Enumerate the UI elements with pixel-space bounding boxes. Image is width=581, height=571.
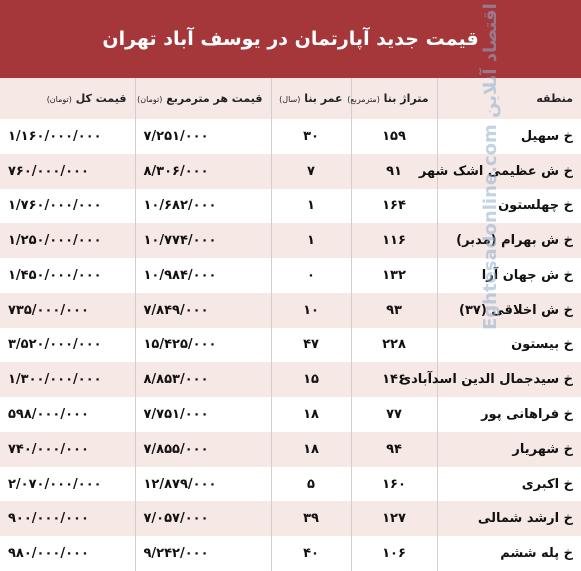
cell-area: خ ش جهان آرا (437, 258, 581, 293)
table-row (0, 119, 581, 154)
cell-area: خ پله ششم (437, 536, 581, 571)
cell-age: ۴۰ (271, 536, 351, 571)
cell-total: ۳/۵۲۰/۰۰۰/۰۰۰ (8, 337, 102, 353)
cell-unit-price: ۷/۸۵۵/۰۰۰ (135, 432, 271, 467)
table-row (0, 189, 581, 224)
cell-area: خ سهیل (437, 119, 581, 154)
cell-size: ۹۱ (351, 154, 437, 189)
cell-unit-price: ۷/۰۵۷/۰۰۰ (135, 501, 271, 536)
cell-size: ۱۱۶ (351, 223, 437, 258)
cell-total: ۷۴۰/۰۰۰/۰۰۰ (0, 432, 135, 467)
cell-total: ۱/۷۶۰/۰۰۰/۰۰۰ (8, 198, 102, 214)
page-title: قیمت جدید آپارتمان در یوسف آباد تهران (102, 28, 479, 50)
table-row (0, 258, 581, 293)
cell-age: ۰ (271, 258, 351, 293)
table-row (0, 328, 581, 363)
cell-area: خ ارشد شمالی (437, 501, 581, 536)
cell-unit-price: ۱۰/۷۷۴/۰۰۰ (135, 223, 271, 258)
cell-age: ۱۵ (271, 362, 351, 397)
table-row (0, 293, 581, 328)
cell-total: ۱/۴۵۰/۰۰۰/۰۰۰ (8, 267, 102, 283)
cell-size: ۱۰۶ (351, 536, 437, 571)
header-unit-price: قیمت هر مترمربع (تومان) (135, 78, 271, 119)
cell-unit-price: ۱۰/۶۸۲/۰۰۰ (135, 189, 271, 224)
table-row (0, 362, 581, 397)
table-row (0, 154, 581, 189)
cell-unit-price: ۷/۸۴۹/۰۰۰ (135, 293, 271, 328)
table-row (0, 432, 581, 467)
table-row (0, 223, 581, 258)
cell-age: ۴۷ (271, 328, 351, 363)
cell-age: ۱۰ (271, 293, 351, 328)
cell-unit-price: ۱۵/۴۲۵/۰۰۰ (135, 328, 271, 363)
cell-age: ۱ (271, 189, 351, 224)
cell-unit-price: ۹/۲۴۲/۰۰۰ (135, 536, 271, 571)
cell-total: ۵۹۸/۰۰۰/۰۰۰ (8, 407, 89, 422)
cell-area: خ ش اخلاقی (۳۷) (437, 293, 581, 328)
header-age: عمر بنا (سال) (271, 78, 351, 119)
cell-area: خ فراهانی پور (437, 397, 581, 432)
page-title-bar (0, 0, 581, 78)
cell-size: ۱۲۷ (351, 501, 437, 536)
cell-size: ۲۲۸ (351, 328, 437, 363)
cell-unit-price: ۱۲/۸۷۹/۰۰۰ (135, 467, 271, 502)
table-row (0, 501, 581, 536)
cell-size: ۱۶۴ (351, 189, 437, 224)
watermark: Eghtesadonline.com اقتصاد آنلاین (480, 3, 501, 330)
cell-size: ۱۶۰ (351, 467, 437, 502)
cell-unit-price: ۸/۸۵۳/۰۰۰ (135, 362, 271, 397)
table-row (0, 467, 581, 502)
cell-unit-price: ۱۰/۹۸۴/۰۰۰ (135, 258, 271, 293)
cell-age: ۱۸ (271, 432, 351, 467)
cell-area: خ ش بهرام (مدبر) (437, 223, 581, 258)
cell-size: ۱۳۲ (351, 258, 437, 293)
cell-age: ۱ (271, 223, 351, 258)
cell-area: خ چهلستون (437, 189, 581, 224)
header-area: منطقه (437, 78, 581, 119)
cell-size: ۱۵۹ (351, 119, 437, 154)
cell-size: ۹۳ (351, 293, 437, 328)
cell-total: ۱/۱۶۰/۰۰۰/۰۰۰ (8, 128, 102, 144)
cell-total: ۹۰۰/۰۰۰/۰۰۰ (0, 501, 135, 536)
cell-area: خ اکبری (437, 467, 581, 502)
cell-unit-price: ۷/۲۵۱/۰۰۰ (135, 119, 271, 154)
cell-total: ۲/۰۷۰/۰۰۰/۰۰۰ (8, 476, 102, 492)
cell-area: خ ش عظیمی اشک شهر (437, 154, 581, 189)
price-table (0, 78, 581, 571)
header-size: متراژ بنا (مترمربع) (351, 78, 437, 119)
cell-size: ۹۴ (351, 432, 437, 467)
cell-size: ۱۴۶ (351, 362, 437, 397)
cell-total: ۱/۲۵۰/۰۰۰/۰۰۰ (0, 223, 135, 258)
cell-unit-price: ۷/۷۵۱/۰۰۰ (135, 397, 271, 432)
cell-total: ۷۶۰/۰۰۰/۰۰۰ (0, 154, 135, 189)
cell-total: ۹۸۰/۰۰۰/۰۰۰ (8, 546, 89, 562)
cell-age: ۱۸ (271, 397, 351, 432)
cell-unit-price: ۸/۳۰۶/۰۰۰ (135, 154, 271, 189)
cell-area: خ سیدجمال الدین اسدآبادی (437, 362, 581, 397)
cell-age: ۳۹ (271, 501, 351, 536)
cell-area: خ شهریار (437, 432, 581, 467)
table-row (0, 397, 581, 432)
cell-size: ۷۷ (351, 397, 437, 432)
cell-age: ۷ (271, 154, 351, 189)
cell-age: ۳۰ (271, 119, 351, 154)
table-header-row (0, 78, 581, 119)
header-total: قیمت کل (تومان) (0, 78, 135, 119)
table-row (0, 536, 581, 571)
cell-total: ۷۳۵/۰۰۰/۰۰۰ (0, 293, 135, 328)
cell-area: خ بیستون (437, 328, 581, 363)
cell-total: ۱/۳۰۰/۰۰۰/۰۰۰ (0, 362, 135, 397)
cell-age: ۵ (271, 467, 351, 502)
